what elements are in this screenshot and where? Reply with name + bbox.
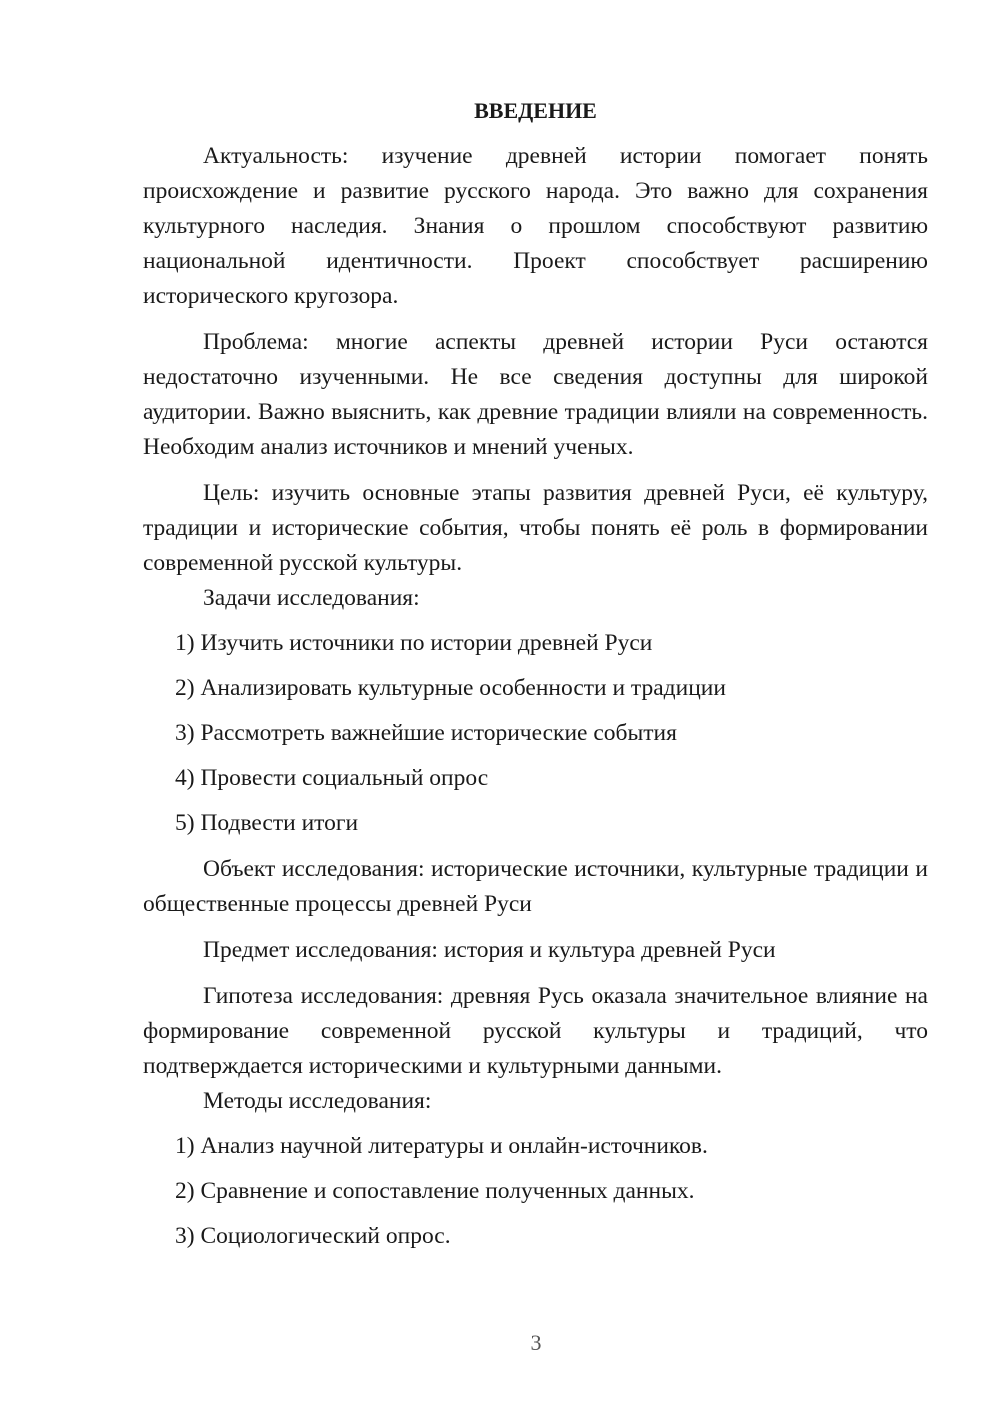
list-item: 2) Сравнение и сопоставление полученных данных. bbox=[175, 1178, 695, 1204]
methods-list bbox=[143, 1129, 928, 1254]
paragraph-subject: Предмет исследования: история и культура древней Руси bbox=[203, 937, 776, 963]
tasks-heading: Задачи исследования: bbox=[203, 585, 420, 611]
list-item: 4) Провести социальный опрос bbox=[175, 765, 489, 791]
page-title: ВВЕДЕНИЕ bbox=[474, 98, 597, 123]
list-item: 1) Изучить источники по истории древней Руси bbox=[175, 630, 653, 656]
list-item: 3) Рассмотреть важнейшие исторические события bbox=[175, 720, 677, 746]
page-number: 3 bbox=[530, 1330, 542, 1355]
paragraph-relevance: Актуальность: изучение древней истории помогает понять происхождение и развитие русского народа. Это важно для сохранения культурного наследия. Знания о прошлом способствуют развитию национальной идентичности. Проект способствует расширению исторического кругозора. bbox=[143, 143, 928, 309]
paragraph-problem: Проблема: многие аспекты древней истории Руси остаются недостаточно изученными. Не все сведения доступны для широкой аудитории. Важно выяснить, как древние традиции влияли на современность. Необходим анализ источников и мнений ученых. bbox=[143, 329, 928, 460]
page-content bbox=[143, 93, 928, 1254]
list-item: 3) Социологический опрос. bbox=[175, 1223, 451, 1249]
methods-heading: Методы исследования: bbox=[203, 1088, 432, 1114]
tasks-list bbox=[143, 626, 928, 841]
list-item: 5) Подвести итоги bbox=[175, 810, 359, 836]
list-item: 1) Анализ научной литературы и онлайн-источников. bbox=[175, 1133, 708, 1159]
paragraph-goal: Цель: изучить основные этапы развития древней Руси, её культуру, традиции и исторические события, чтобы понять её роль в формировании современной русской культуры. bbox=[143, 480, 928, 576]
list-item: 2) Анализировать культурные особенности и традиции bbox=[175, 675, 726, 701]
paragraph-object: Объект исследования: исторические источники, культурные традиции и общественные процессы древней Руси bbox=[143, 856, 928, 917]
paragraph-hypothesis: Гипотеза исследования: древняя Русь оказала значительное влияние на формирование современной русской культуры и традиций, что подтверждается историческими и культурными данными. bbox=[143, 983, 928, 1079]
